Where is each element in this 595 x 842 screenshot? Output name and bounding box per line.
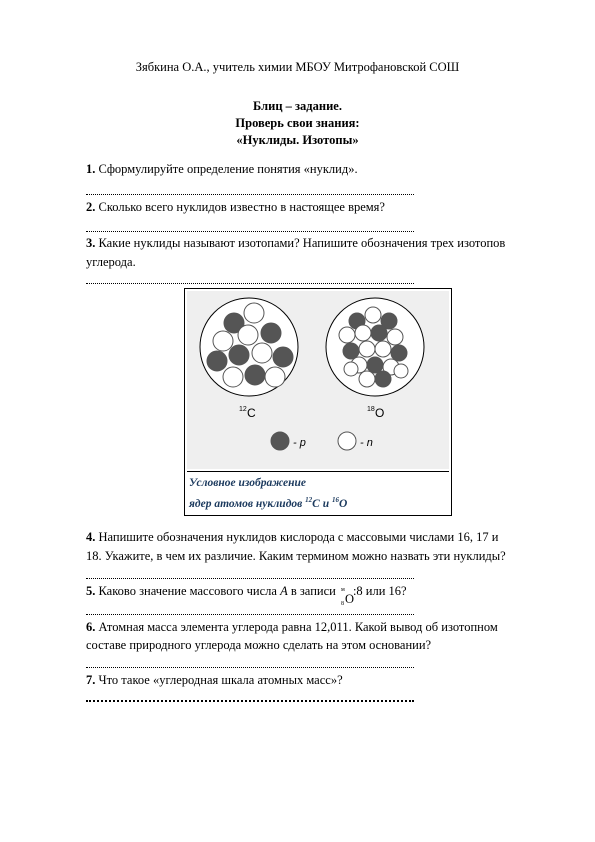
proton: [245, 365, 265, 385]
answer-line-1[interactable]: [86, 194, 414, 195]
neutron: [252, 343, 272, 363]
proton: [367, 357, 383, 373]
neutron: [213, 331, 233, 351]
question-text: Какие нуклиды называют изотопами? Напишите обозначения трех изотопов: [95, 236, 506, 250]
proton: [391, 345, 407, 361]
proton: [371, 325, 387, 341]
neutron: [375, 341, 391, 357]
answer-line-3[interactable]: [86, 283, 414, 284]
question-number: 2.: [86, 200, 96, 214]
neutron: [387, 329, 403, 345]
neutron: [359, 371, 375, 387]
neutron: [238, 325, 258, 345]
neutron: [223, 367, 243, 387]
c12-mass-label: 12: [239, 406, 247, 413]
caption-line-2: ядер атомов нуклидов $^{12}$C и $^{16}$O: [189, 496, 348, 510]
question-text: Сколько всего нуклидов известно в настоящее время?: [95, 200, 385, 214]
answer-line-4[interactable]: [86, 578, 414, 579]
question-7: [86, 673, 343, 688]
neutron: [365, 307, 381, 323]
question-number: 4.: [86, 530, 96, 544]
figure-panel: [187, 291, 449, 469]
proton: [375, 371, 391, 387]
c12-symbol-label: C: [247, 406, 256, 420]
legend-proton-label: - p: [293, 437, 306, 449]
neutron: [394, 364, 408, 378]
question-3-cont: углерода.: [86, 255, 136, 269]
title-line-3: «Нуклиды. Изотопы»: [236, 133, 359, 147]
legend-neutron-swatch: [338, 432, 356, 450]
proton: [207, 351, 227, 371]
question-2: [86, 200, 385, 215]
question-number: 6.: [86, 620, 96, 634]
question-number: 7.: [86, 673, 96, 687]
nuclei-diagram: [187, 291, 449, 469]
question-text: Напишите обозначения нуклидов кислорода с массовыми числами 16, 17 и: [95, 530, 499, 544]
question-5: 5. Каково значение массового числа A в записи м 8 O :8 или 16?: [86, 584, 407, 607]
question-6-cont: составе природного углерода можно сделать на этом основании?: [86, 638, 432, 652]
question-text: Атомная масса элемента углерода равна 12,011. Какой вывод об изотопном: [95, 620, 498, 634]
proton: [229, 345, 249, 365]
proton: [273, 347, 293, 367]
question-4: [86, 530, 498, 545]
o18-mass-label: 18: [367, 406, 375, 413]
answer-line-2[interactable]: [86, 231, 414, 232]
neutron: [359, 341, 375, 357]
question-1: [86, 162, 358, 177]
neutron: [244, 303, 264, 323]
question-3: [86, 236, 505, 251]
question-number: 1.: [86, 162, 96, 176]
o18-symbol-label: O: [375, 406, 385, 420]
title-line-1: Блиц – задание.: [253, 99, 342, 113]
neutron: [355, 325, 371, 341]
legend-proton-swatch: [271, 432, 289, 450]
proton: [343, 343, 359, 359]
legend-neutron-label: - n: [360, 437, 373, 449]
question-number: 3.: [86, 236, 96, 250]
caption-line-1: Условное изображение: [189, 477, 306, 489]
nuclide-figure: [184, 288, 452, 516]
mass-number-variable: A: [280, 584, 288, 598]
title-line-2: Проверь свои знания:: [235, 116, 360, 130]
proton: [261, 323, 281, 343]
question-4-cont: 18. Укажите, в чем их различие. Каким термином можно назвать эти нуклиды?: [86, 549, 506, 563]
question-text: Сформулируйте определение понятия «нуклид».: [95, 162, 358, 176]
author-line: Зябкина О.А., учитель химии МБОУ Митрофановской СОШ: [135, 60, 460, 74]
answer-line-6[interactable]: [86, 667, 414, 668]
neutron: [344, 362, 358, 376]
figure-caption: [187, 471, 449, 514]
neutron: [265, 367, 285, 387]
answer-line-5[interactable]: [86, 614, 414, 615]
neutron: [339, 327, 355, 343]
question-number: 5.: [86, 584, 96, 598]
question-6: [86, 620, 498, 635]
answer-line-7[interactable]: [86, 700, 414, 702]
question-text: Что такое «углеродная шкала атомных масс»?: [95, 673, 343, 687]
